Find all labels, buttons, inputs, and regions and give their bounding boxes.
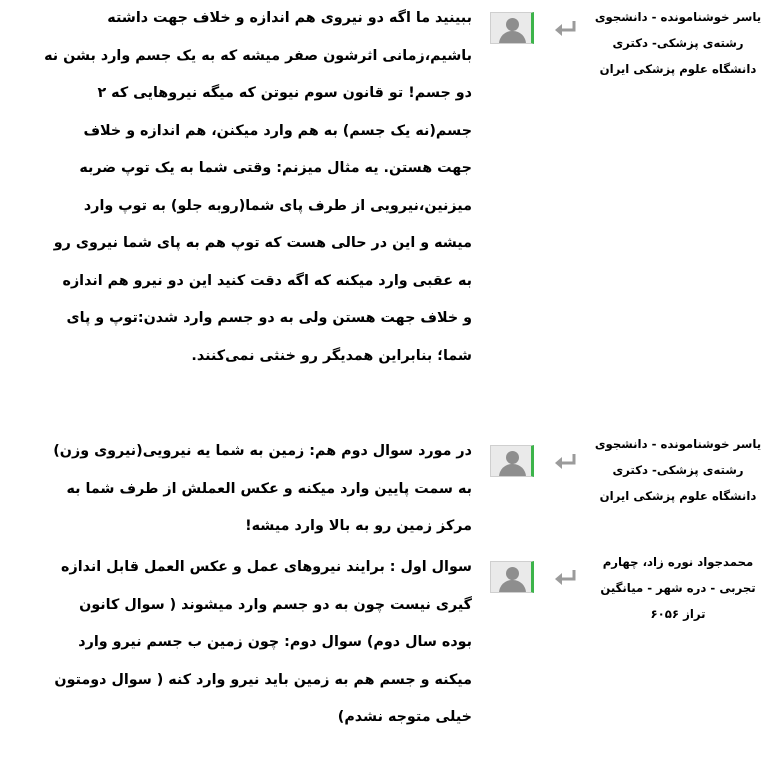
reply-arrow-icon[interactable] (552, 567, 578, 587)
comment-text: سوال اول : برایند نیروهای عمل و عکس العمل قابل اندازه گیری نیست چون به دو جسم وارد میشوند ( سوال کانون بوده سال دوم) سوال دوم: چون زمین ب جسم نیرو وارد میکنه و جسم هم به زمین باید نیرو وارد کنه ( سوال دومتون خیلی متوجه نشدم) (54, 559, 472, 725)
avatar-head-shape (506, 567, 519, 580)
avatar-body-shape (499, 580, 526, 593)
avatar-body-shape (499, 31, 526, 44)
comment-meta (490, 445, 548, 479)
avatar[interactable] (490, 445, 534, 477)
avatar[interactable] (490, 561, 534, 593)
comment-meta (490, 12, 548, 46)
comment-text: ببینید ما اگه دو نیروی هم اندازه و خلاف جهت داشته باشیم،زمانی اثرشون صفر میشه که به یک جسم وارد بشن نه دو جسم! تو قانون سوم نیوتن که میگه نیروهایی که ۲ جسم(نه یک جسم) به هم وارد میکنن، هم اندازه و خلاف جهت هستن. یه مثال میزنم: وقتی شما به یک توپ ضربه میزنین،نیرویی از طرف پای شما(روبه جلو) به توپ وارد میشه و این در حالی هست که توپ هم به پای شما نیروی رو به عقبی وارد میکنه که اگه دقت کنید این دو نیرو هم اندازه و خلاف جهت هستن ولی به دو جسم وارد شدن:توپ و پای شما؛ بنابراین همدیگر رو خنثی نمی‌کنند. (44, 10, 472, 364)
author-name[interactable]: یاسر خوشنامونده - دانشجوی رشته‌ی پزشکی- دکتری دانشگاه علوم پزشکی ایران (594, 437, 762, 503)
comment-meta (490, 561, 548, 595)
reply-arrow-icon[interactable] (552, 18, 578, 38)
avatar[interactable] (490, 12, 534, 44)
author-name[interactable]: یاسر خوشنامونده - دانشجوی رشته‌ی پزشکی- دکتری دانشگاه علوم پزشکی ایران (594, 10, 762, 76)
avatar-head-shape (506, 451, 519, 464)
avatar-head-shape (506, 18, 519, 31)
author-name[interactable]: محمدجواد نوره زاد، چهارم تجربی - دره شهر - میانگین تراز ۶۰۵۶ (600, 555, 756, 621)
avatar-body-shape (499, 464, 526, 477)
reply-arrow-icon[interactable] (552, 451, 578, 471)
comment-text: در مورد سوال دوم هم: زمین به شما یه نیرویی(نیروی وزن) به سمت پایین وارد میکنه و عکس العملش از طرف شما به مرکز زمین رو به بالا وارد میشه! (53, 443, 472, 534)
